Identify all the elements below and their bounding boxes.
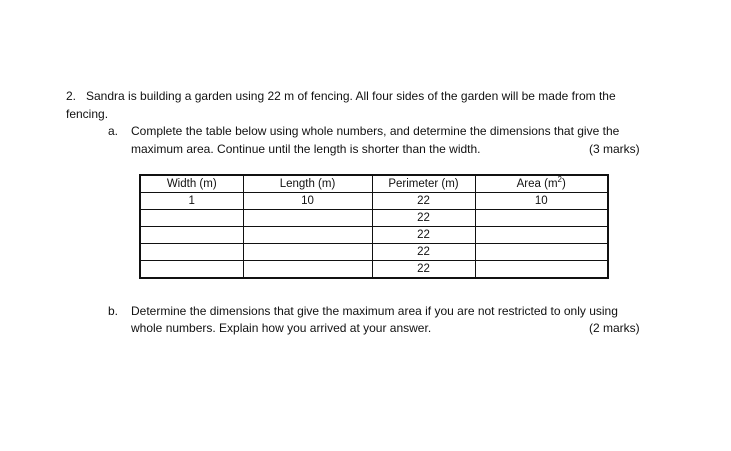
cell-perimeter: 22 [372, 193, 475, 210]
part-b-line1: Determine the dimensions that give the maximum area if you are not restricted to only using [131, 304, 618, 318]
header-area-close: ) [562, 178, 566, 190]
part-b-letter: b. [108, 304, 119, 318]
table-row [140, 244, 608, 261]
cell-width[interactable]: 1 [140, 193, 243, 210]
table-row [140, 193, 608, 210]
cell-width[interactable] [140, 227, 243, 244]
part-a-line1: Complete the table below using whole numbers, and determine the dimensions that give the [131, 124, 620, 138]
cell-area[interactable] [475, 210, 608, 227]
cell-length[interactable] [243, 227, 372, 244]
question-text-line1: Sandra is building a garden using 22 m of fencing. All four sides of the garden will be made from the [86, 89, 616, 103]
cell-width[interactable] [140, 244, 243, 261]
part-b-marks: (2 marks) [589, 321, 640, 335]
cell-length[interactable] [243, 210, 372, 227]
cell-perimeter: 22 [372, 261, 475, 279]
cell-area[interactable] [475, 244, 608, 261]
cell-area[interactable] [475, 227, 608, 244]
table-header-row [140, 175, 608, 193]
header-width: Width (m) [140, 175, 243, 193]
cell-length[interactable] [243, 244, 372, 261]
cell-width[interactable] [140, 261, 243, 279]
cell-perimeter: 22 [372, 244, 475, 261]
cell-perimeter: 22 [372, 227, 475, 244]
header-length: Length (m) [243, 175, 372, 193]
question-text-line2: fencing. [66, 107, 109, 121]
part-a-marks: (3 marks) [589, 142, 640, 156]
dimensions-table [139, 174, 609, 279]
cell-perimeter: 22 [372, 210, 475, 227]
question-number: 2. [66, 89, 77, 103]
cell-area[interactable]: 10 [475, 193, 608, 210]
part-a-letter: a. [108, 124, 119, 138]
table-row [140, 261, 608, 279]
cell-area[interactable] [475, 261, 608, 279]
header-perimeter: Perimeter (m) [372, 175, 475, 193]
header-area-exponent: 2 [557, 175, 562, 185]
part-a-line2: maximum area. Continue until the length is shorter than the width. [131, 142, 481, 156]
header-area [475, 175, 608, 193]
table-row [140, 227, 608, 244]
part-b-line2: whole numbers. Explain how you arrived at your answer. [131, 321, 432, 335]
header-area-text: Area (m [516, 178, 558, 190]
table-row [140, 210, 608, 227]
cell-width[interactable] [140, 210, 243, 227]
cell-length[interactable] [243, 261, 372, 279]
cell-length[interactable]: 10 [243, 193, 372, 210]
